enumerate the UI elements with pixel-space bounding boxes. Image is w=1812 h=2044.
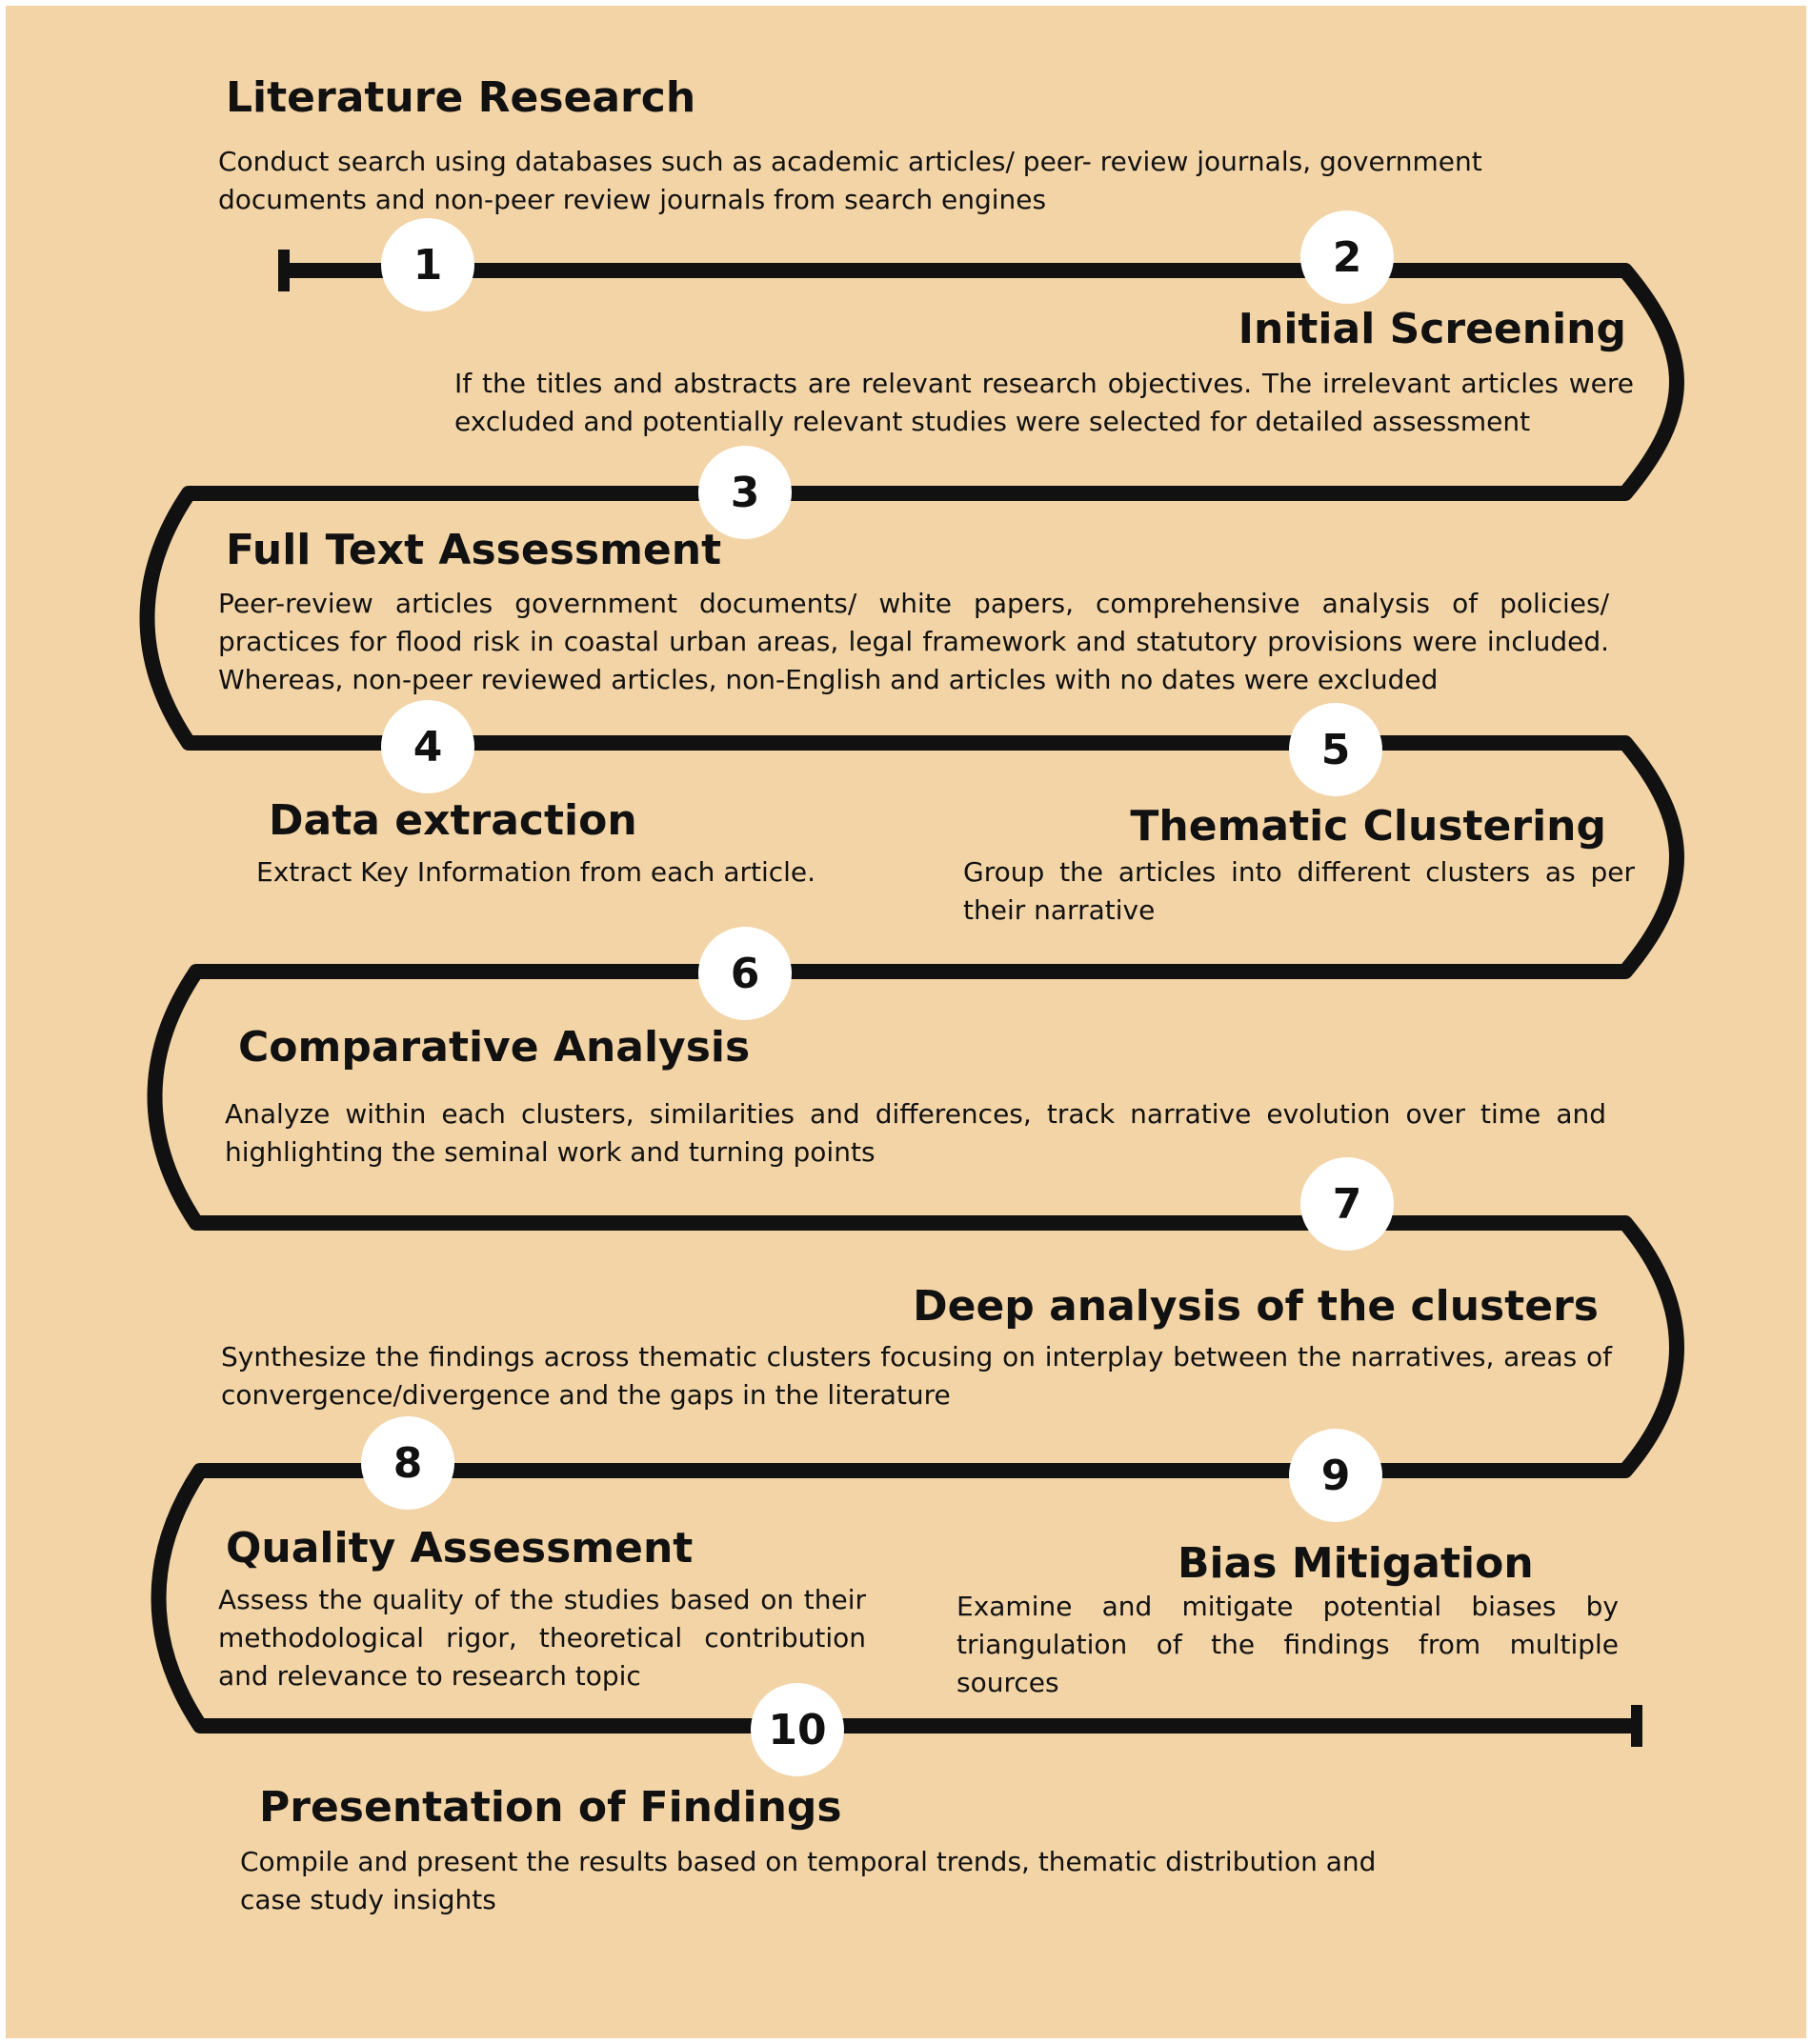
- step-7-title: Deep analysis of the clusters: [913, 1282, 1599, 1331]
- step-10-marker: 10: [751, 1683, 844, 1776]
- step-8-title: Quality Assessment: [226, 1524, 694, 1573]
- step-6-title: Comparative Analysis: [238, 1023, 751, 1072]
- step-3-marker: 3: [698, 446, 792, 539]
- step-5-marker: 5: [1289, 703, 1382, 796]
- step-2-marker: 2: [1300, 210, 1394, 304]
- step-7-description: Synthesize the findings across thematic clusters focusing on interplay between the narratives, areas of convergence/divergence and the gaps in the literature: [221, 1341, 1612, 1411]
- step-10-title: Presentation of Findings: [259, 1783, 842, 1832]
- step-4-title: Data extraction: [269, 796, 637, 845]
- step-9-marker: 9: [1289, 1429, 1382, 1522]
- step-4-marker: 4: [381, 700, 474, 793]
- step-10-description: Compile and present the results based on temporal trends, thematic distribution and case study insights: [240, 1846, 1377, 1915]
- step-9-description: Examine and mitigate potential biases by triangulation of the findings from multiple sources: [956, 1591, 1619, 1698]
- step-6-description: Analyze within each clusters, similarities and differences, track narrative evolution over time and highlighting the seminal work and turning points: [225, 1098, 1606, 1168]
- step-6-marker: 6: [698, 927, 792, 1020]
- step-8-description: Assess the quality of the studies based on their methodological rigor, theoretical contribution and relevance to research topic: [218, 1584, 866, 1692]
- step-1-title: Literature Research: [226, 73, 696, 122]
- step-2-title: Initial Screening: [1238, 305, 1626, 353]
- step-1-marker: 1: [381, 218, 474, 311]
- step-1-description: Conduct search using databases such as academic articles/ peer- review journals, government documents and non-peer review journals from search engines: [218, 146, 1482, 215]
- step-4-description: Extract Key Information from each article.: [256, 856, 816, 888]
- step-2-description: If the titles and abstracts are relevant research objectives. The irrelevant articles were excluded and potentially relevant studies were selected for detailed assessment: [454, 368, 1634, 437]
- step-7-marker: 7: [1300, 1157, 1394, 1251]
- step-5-description: Group the articles into different clusters as per their narrative: [963, 856, 1635, 926]
- step-9-title: Bias Mitigation: [1178, 1539, 1534, 1588]
- step-8-marker: 8: [361, 1416, 454, 1510]
- step-3-description: Peer-review articles government documents/ white papers, comprehensive analysis of policies/ practices for flood risk in coastal urban areas, legal framework and statutory provisions were included. Whereas, non-peer reviewed articles, non-English and articles with no dates were excluded: [218, 588, 1609, 695]
- step-3-title: Full Text Assessment: [226, 526, 722, 574]
- step-5-title: Thematic Clustering: [1130, 802, 1606, 851]
- path-segment: [148, 271, 1678, 1726]
